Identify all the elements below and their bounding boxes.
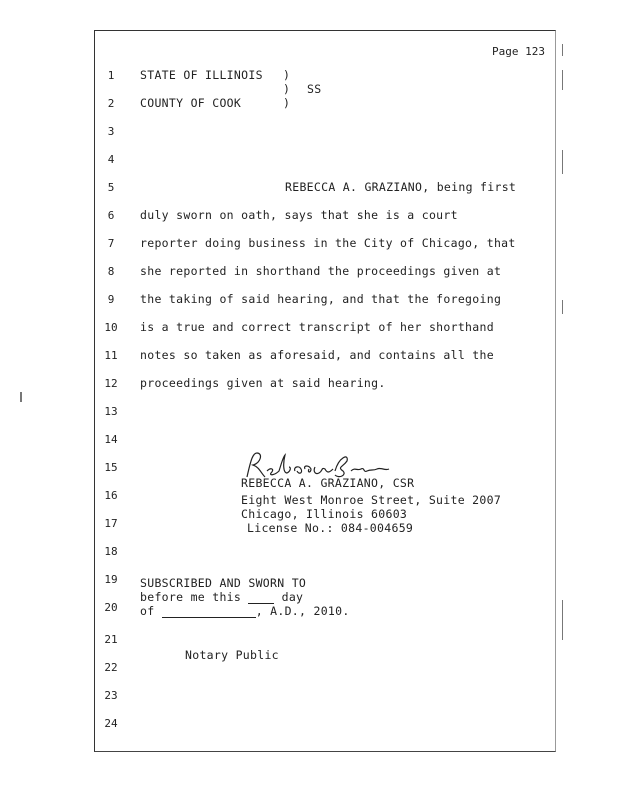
day-label: day [281,590,304,604]
caption-ss: SS [307,82,322,96]
before-me-label: before me this [140,590,242,604]
body-line: notes so taken as aforesaid, and contains all the [140,348,494,362]
year-label: , A.D., 2010. [255,604,350,618]
line-number: 5 [107,181,115,194]
line-number: 1 [107,69,115,82]
line-number: 2 [107,97,115,110]
line-number: 8 [107,265,115,278]
line-number: 4 [107,153,115,166]
reporter-license: License No.: 084-004659 [247,521,414,535]
line-number: 23 [104,689,118,702]
reporter-address: Eight West Monroe Street, Suite 2007 [241,493,502,507]
line-number: 6 [107,209,115,222]
scan-mark [562,44,563,56]
line-number: 16 [104,489,118,502]
line-number: 15 [104,461,118,474]
line-number: 10 [104,321,118,334]
body-line: REBECCA A. GRAZIANO, being first [285,180,517,194]
line-number: 18 [104,545,118,558]
body-line: duly sworn on oath, says that she is a court [140,208,458,222]
scan-mark [562,150,563,174]
subscribed-line: SUBSCRIBED AND SWORN TO [140,576,307,590]
line-number: 19 [104,573,118,586]
day-blank [248,593,274,604]
line-number: 21 [104,633,118,646]
transcript-page [94,30,556,752]
month-blank [162,607,256,618]
line-number: 22 [104,661,118,674]
page-number: Page 123 [492,45,545,58]
scan-mark [562,70,563,90]
line-number: 17 [104,517,118,530]
line-number: 14 [104,433,118,446]
body-line: reporter doing business in the City of Chicago, that [140,236,516,250]
body-line: proceedings given at said hearing. [140,376,386,390]
line-number: 3 [107,125,115,138]
scan-mark [20,392,22,402]
reporter-name: REBECCA A. GRAZIANO, CSR [241,476,415,490]
scan-mark [562,600,563,640]
body-line: the taking of said hearing, and that the foregoing [140,292,502,306]
line-number: 9 [107,293,115,306]
caption-paren: ) [283,82,291,96]
scan-mark [562,300,563,314]
caption-state: STATE OF ILLINOIS [140,68,263,82]
line-number: 24 [104,717,118,730]
line-number: 13 [104,405,118,418]
reporter-city: Chicago, Illinois 60603 [241,507,408,521]
line-number: 20 [104,601,118,614]
notary-public: Notary Public [185,648,279,662]
subscribed-line [140,604,350,618]
line-number: 7 [107,237,115,250]
line-number: 12 [104,377,118,390]
body-line: she reported in shorthand the proceedings given at [140,264,502,278]
caption-county: COUNTY OF COOK [140,96,242,110]
caption-paren: ) [283,96,291,110]
of-label: of [140,604,155,618]
line-number: 11 [104,349,118,362]
subscribed-line [140,590,303,604]
body-line: is a true and correct transcript of her shorthand [140,320,494,334]
caption-paren: ) [283,68,291,82]
